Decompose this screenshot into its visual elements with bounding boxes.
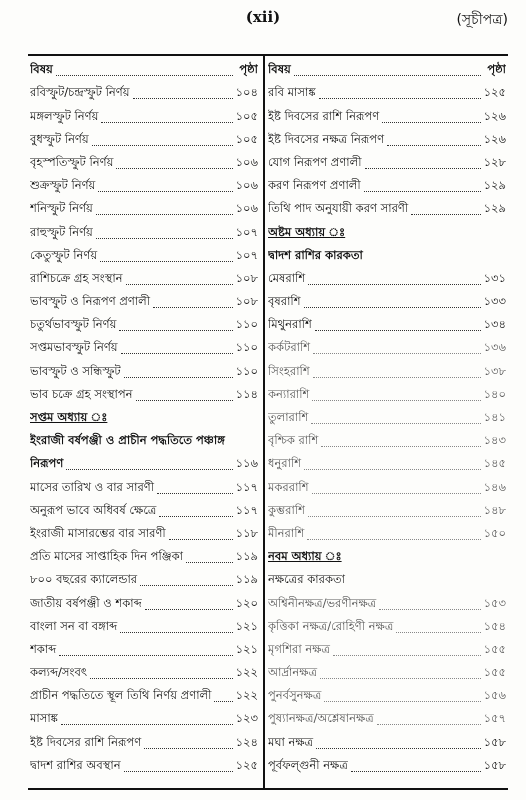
dot-leader xyxy=(100,261,232,262)
entry-title: শুক্রস্ফুট নির্ণয় xyxy=(30,178,96,193)
entry-title: কেতুস্ফুট নির্ণয় xyxy=(30,247,98,262)
toc-entry xyxy=(30,521,258,544)
toc-entry xyxy=(30,706,258,729)
entry-page: ১১০ xyxy=(235,363,258,378)
entry-title: ইষ্ট দিবসের রাশি নিরূপণ xyxy=(30,734,142,749)
entry-title: রবি মাসাঙ্ক xyxy=(268,85,316,100)
entry-title: তুলারাশি xyxy=(268,410,309,424)
dot-leader xyxy=(396,632,480,633)
toc-entry xyxy=(268,474,506,497)
toc-entry xyxy=(30,637,258,660)
toc-entry xyxy=(30,150,258,173)
toc-entry xyxy=(268,312,506,335)
dot-leader xyxy=(169,539,233,540)
entry-title: কৃত্তিকা নক্ষত্র/রোহিণী নক্ষত্র xyxy=(268,618,394,633)
dot-leader xyxy=(56,75,233,76)
dot-leader xyxy=(312,493,481,494)
entry-title: বাংলা সন বা বঙ্গাব্দ xyxy=(30,618,118,633)
entry-page: ১০৭ xyxy=(235,247,258,262)
entry-page: ১০৭ xyxy=(235,224,258,239)
entry-title: মৃগশিরা নক্ষত্র xyxy=(268,641,330,656)
toc-entry xyxy=(30,196,258,219)
dot-leader xyxy=(308,284,480,285)
toc-entry xyxy=(30,358,258,381)
toc-entry xyxy=(268,358,506,381)
toc-entry xyxy=(30,428,258,451)
entry-page: ১০৮ xyxy=(235,294,258,309)
entry-title: নক্ষত্রের কারকতা xyxy=(268,572,345,587)
dot-leader xyxy=(377,724,481,725)
toc-entry xyxy=(30,567,258,590)
toc-entry xyxy=(30,614,258,637)
dot-leader xyxy=(214,701,232,702)
dot-leader xyxy=(387,145,481,146)
entry-title: নবম অধ্যায় ঃ xyxy=(268,549,342,564)
entry-page: ১৪১ xyxy=(483,410,506,424)
entry-title: ইষ্ট দিবসের নক্ষত্র নিরূপণ xyxy=(268,131,385,146)
entry-title: সপ্তমভাবস্ফুট নির্ণয় xyxy=(30,340,118,355)
entry-title: ৮০০ বছরের ক্যালেন্ডার xyxy=(30,572,138,587)
entry-page: ১৫০ xyxy=(483,525,506,540)
dot-leader xyxy=(144,748,232,749)
entry-title: বৃহস্পতিস্ফুট নির্ণয় xyxy=(30,154,114,169)
dot-leader xyxy=(304,307,481,308)
entry-page: ১২৫ xyxy=(235,757,258,772)
toc-entry xyxy=(268,428,506,451)
entry-title: ধনুরাশি xyxy=(268,456,302,471)
entry-title: কন্যারাশি xyxy=(268,386,310,401)
right-column xyxy=(268,57,506,776)
toc-entry xyxy=(30,451,258,474)
toc-entry xyxy=(268,289,506,312)
dot-leader xyxy=(90,678,233,679)
dot-leader xyxy=(120,632,232,633)
toc-entry xyxy=(30,103,258,126)
toc-entry xyxy=(30,683,258,706)
entry-title: শকাব্দ xyxy=(30,641,57,656)
toc-entry xyxy=(30,729,258,752)
toc-entry xyxy=(30,590,258,613)
entry-page: ১৩৮ xyxy=(483,363,506,378)
dot-leader xyxy=(124,377,233,378)
entry-page: ১১০ xyxy=(235,317,258,332)
toc-entry xyxy=(30,266,258,289)
dot-leader xyxy=(136,400,233,401)
entry-title: পূর্বফল্গুনী নক্ষত্র xyxy=(268,757,348,772)
dot-leader xyxy=(294,75,481,76)
entry-page: ১২৫ xyxy=(483,85,506,100)
dot-leader xyxy=(315,330,481,331)
entry-page: ১২২ xyxy=(235,665,258,680)
entry-page: ১৪৩ xyxy=(483,433,506,448)
entry-title: রাহুস্ফুট নির্ণয় xyxy=(30,224,93,239)
toc-entry xyxy=(268,729,506,752)
entry-title: নিরূপণ xyxy=(30,456,64,471)
toc-entry xyxy=(30,173,258,196)
dot-leader xyxy=(411,214,480,215)
chapter-heading xyxy=(268,219,506,242)
dot-leader xyxy=(333,655,481,656)
dot-leader xyxy=(312,400,480,401)
entry-page: ১৪৬ xyxy=(483,479,506,494)
entry-page: ১৩১ xyxy=(483,270,506,285)
dot-leader xyxy=(98,191,232,192)
entry-title: দ্বাদশ রাশির কারকতা xyxy=(268,247,363,262)
entry-title: আর্দ্রানক্ষত্র xyxy=(268,665,318,680)
toc-entry xyxy=(268,451,506,474)
entry-page: ১২০ xyxy=(235,595,258,610)
entry-title: কুম্ভরাশি xyxy=(268,502,305,517)
column-divider xyxy=(263,54,265,790)
bottom-rule xyxy=(28,788,508,790)
toc-entry xyxy=(268,243,506,266)
dot-leader xyxy=(382,122,480,123)
toc-entry xyxy=(30,312,258,335)
toc-entry xyxy=(30,382,258,405)
entry-title: ইংরাজী বর্ষপঞ্জী ও প্রাচীন পদ্ধতিতে পঞ্চাঙ্গ xyxy=(30,433,225,448)
entry-page: ১০৬ xyxy=(235,178,258,193)
entry-title: সিংহরাশি xyxy=(268,363,310,378)
entry-title: পুনর্বসুনক্ষত্র xyxy=(268,688,322,703)
entry-page: ১০৬ xyxy=(235,154,258,169)
left-column xyxy=(30,57,258,776)
dot-leader xyxy=(311,423,480,424)
entry-title: ইষ্ট দিবসের রাশি নিরূপণ xyxy=(268,108,380,123)
dot-leader xyxy=(145,609,233,610)
toc-entry xyxy=(268,103,506,126)
entry-title: জাতীয় বর্ষপঞ্জী ও শকাব্দ xyxy=(30,595,142,610)
dot-leader xyxy=(61,724,233,725)
dot-leader xyxy=(59,655,232,656)
entry-page: ১০৬ xyxy=(235,201,258,216)
dot-leader xyxy=(121,353,233,354)
entry-page: ১২৪ xyxy=(235,734,258,749)
toc-entry xyxy=(30,474,258,497)
entry-page: ১২২ xyxy=(235,688,258,703)
toc-entry xyxy=(268,706,506,729)
entry-title: বিষয় xyxy=(30,62,53,77)
toc-entry xyxy=(30,753,258,776)
page-number: (xii) xyxy=(245,8,281,26)
dot-leader xyxy=(66,469,232,470)
entry-title: যোগ নিরূপণ প্রণালী xyxy=(268,154,362,169)
dot-leader xyxy=(92,145,233,146)
entry-page: ১২৯ xyxy=(483,201,506,216)
entry-page: পৃষ্ঠা xyxy=(487,62,506,77)
entry-title: রবিস্ফুট/চন্দ্রস্ফুট নির্ণয় xyxy=(30,85,130,100)
toc-entry xyxy=(268,127,506,150)
toc-entry xyxy=(268,498,506,521)
entry-page: ১২৮ xyxy=(483,154,506,169)
entry-title: ভাবস্ফুট ও সন্ধিস্ফুট xyxy=(30,363,121,378)
dot-leader xyxy=(320,678,481,679)
entry-title: তিথি পাদ অনুযায়ী করণ সারণী xyxy=(268,201,409,216)
toc-entry xyxy=(268,196,506,219)
entry-page: ১৫৫ xyxy=(483,641,506,656)
dot-leader xyxy=(351,771,481,772)
entry-page: ১১৭ xyxy=(235,479,258,494)
entry-page: ১১৮ xyxy=(235,525,258,540)
entry-title: মেষরাশি xyxy=(268,270,306,285)
toc-entry xyxy=(268,173,506,196)
entry-title: বৃশ্চিক রাশি xyxy=(268,433,319,448)
entry-title: শনিস্ফুট নির্ণয় xyxy=(30,201,93,216)
entry-title: মকররাশি xyxy=(268,479,309,494)
toc-entry xyxy=(30,289,258,312)
entry-page: ১৪৫ xyxy=(483,456,506,471)
entry-title: অনুরূপ ভাবে অধিবর্ষ ক্ষেত্রে xyxy=(30,502,157,517)
dot-leader xyxy=(153,307,233,308)
toc-entry xyxy=(268,405,506,428)
entry-title: ইংরাজী মাসারম্ভের বার সারণী xyxy=(30,525,166,540)
entry-page: ১১৯ xyxy=(235,572,258,587)
toc-entry xyxy=(268,150,506,173)
dot-leader xyxy=(124,771,233,772)
toc-entry xyxy=(268,80,506,103)
entry-page: ১৫৭ xyxy=(483,711,506,726)
toc-entry xyxy=(268,590,506,613)
toc-entry xyxy=(30,80,258,103)
toc-entry xyxy=(268,753,506,776)
entry-title: কর্কটরাশি xyxy=(268,340,311,355)
dot-leader xyxy=(308,516,481,517)
entry-page: ১৪৮ xyxy=(483,502,506,517)
dot-leader xyxy=(304,469,481,470)
dot-leader xyxy=(126,284,233,285)
toc-entry xyxy=(30,498,258,521)
entry-title: সপ্তম অধ্যায় ঃ xyxy=(30,410,108,424)
dot-leader xyxy=(307,539,480,540)
entry-title: মীনরাশি xyxy=(268,525,305,540)
entry-title: কল্যব্দ/সংবৎ xyxy=(30,665,87,680)
entry-page: ১৫৩ xyxy=(483,595,506,610)
entry-title: প্রাচীন পদ্ধতিতে স্থূল তিথি নির্ণয় প্রণালী xyxy=(30,688,212,703)
dot-leader xyxy=(313,353,480,354)
entry-page: ১০৪ xyxy=(235,85,258,100)
entry-page: ১৫৮ xyxy=(483,734,506,749)
entry-page: ১০৫ xyxy=(235,131,258,146)
toc-entry xyxy=(30,219,258,242)
entry-title: অষ্টম অধ্যায় ঃ xyxy=(268,224,346,239)
entry-page: ১২৬ xyxy=(483,131,506,146)
entry-page: ১৫৬ xyxy=(483,688,506,703)
entry-title: পুষ্যানক্ষত্র/অশ্লেষানক্ষত্র xyxy=(268,711,374,726)
entry-page: ১১৭ xyxy=(235,502,258,517)
toc-entry xyxy=(268,335,506,358)
entry-page: ১৪০ xyxy=(483,386,506,401)
entry-title: মাসাঙ্ক xyxy=(30,711,58,726)
dot-leader xyxy=(96,238,233,239)
chapter-heading xyxy=(268,544,506,567)
entry-title: অশ্বিনীনক্ষত্র/ভরণীনক্ষত্র xyxy=(268,595,377,610)
dot-leader xyxy=(319,98,481,99)
entry-title: মঘা নক্ষত্র xyxy=(268,734,314,749)
dot-leader xyxy=(379,609,480,610)
dot-leader xyxy=(313,377,481,378)
entry-page: ১২১ xyxy=(235,641,258,656)
entry-page: ১২১ xyxy=(235,618,258,633)
entry-page: পৃষ্ঠা xyxy=(239,62,258,77)
entry-title: বুধস্ফুট নির্ণয় xyxy=(30,131,89,146)
dot-leader xyxy=(133,98,233,99)
toc-entry xyxy=(30,243,258,266)
entry-page: ১৫৮ xyxy=(483,757,506,772)
section-label: (সূচীপত্র) xyxy=(456,12,508,28)
column-header xyxy=(268,57,506,80)
entry-title: করণ নিরূপণ প্রণালী xyxy=(268,178,361,193)
column-header xyxy=(30,57,258,80)
chapter-heading xyxy=(30,405,258,428)
entry-page: ১০৮ xyxy=(235,270,258,285)
dot-leader xyxy=(321,446,480,447)
entry-title: মঙ্গলস্ফুট নির্ণয় xyxy=(30,108,99,123)
entry-page: ১২৩ xyxy=(235,711,258,726)
entry-page: ১৩৩ xyxy=(483,294,506,309)
dot-leader xyxy=(116,168,232,169)
toc-entry xyxy=(30,544,258,567)
entry-title: মাসের তারিখ ও বার সারণী xyxy=(30,479,155,494)
dot-leader xyxy=(96,214,233,215)
toc-entry xyxy=(268,683,506,706)
toc-entry xyxy=(268,567,506,590)
entry-page: ১১৪ xyxy=(235,386,258,401)
entry-page: ১৫৪ xyxy=(483,618,506,633)
dot-leader xyxy=(316,748,480,749)
entry-title: দ্বাদশ রাশির অবস্থান xyxy=(30,757,121,772)
toc-entry xyxy=(30,127,258,150)
toc-entry xyxy=(268,660,506,683)
entry-page: ১২৬ xyxy=(483,108,506,123)
toc-entry xyxy=(30,660,258,683)
toc-entry xyxy=(268,521,506,544)
entry-page: ১৩৪ xyxy=(483,317,506,332)
entry-title: চতুর্থভাবস্ফুট নির্ণয় xyxy=(30,317,117,332)
entry-page: ১০৫ xyxy=(235,108,258,123)
entry-title: মিথুনরাশি xyxy=(268,317,312,332)
toc-entry xyxy=(268,382,506,405)
dot-leader xyxy=(101,122,232,123)
entry-page: ১১৯ xyxy=(235,549,258,564)
toc-entry xyxy=(268,637,506,660)
entry-title: প্রতি মাসের সাপ্তাহিক দিন পঞ্জিকা xyxy=(30,549,183,564)
dot-leader xyxy=(119,330,232,331)
entry-page: ১১০ xyxy=(235,340,258,355)
dot-leader xyxy=(186,562,233,563)
top-rule xyxy=(28,54,508,56)
entry-title: বিষয় xyxy=(268,62,291,77)
dot-leader xyxy=(140,585,232,586)
dot-leader xyxy=(365,168,481,169)
toc-entry xyxy=(268,614,506,637)
entry-title: বৃষরাশি xyxy=(268,294,301,309)
dot-leader xyxy=(159,516,232,517)
entry-page: ১৩৬ xyxy=(483,340,506,355)
toc-entry xyxy=(30,335,258,358)
entry-page: ১২৯ xyxy=(483,178,506,193)
toc-entry xyxy=(268,266,506,289)
dot-leader xyxy=(157,493,233,494)
entry-title: ভাব চক্রে গ্রহ সংস্থাপন xyxy=(30,386,133,401)
entry-title: রাশিচক্রে গ্রহ সংস্থান xyxy=(30,270,123,285)
entry-page: ১৫৫ xyxy=(483,665,506,680)
entry-page: ১১৬ xyxy=(235,456,258,471)
entry-title: ভাবস্ফুট ও নিরূপণ প্রণালী xyxy=(30,294,151,309)
dot-leader xyxy=(364,191,481,192)
dot-leader xyxy=(324,701,480,702)
